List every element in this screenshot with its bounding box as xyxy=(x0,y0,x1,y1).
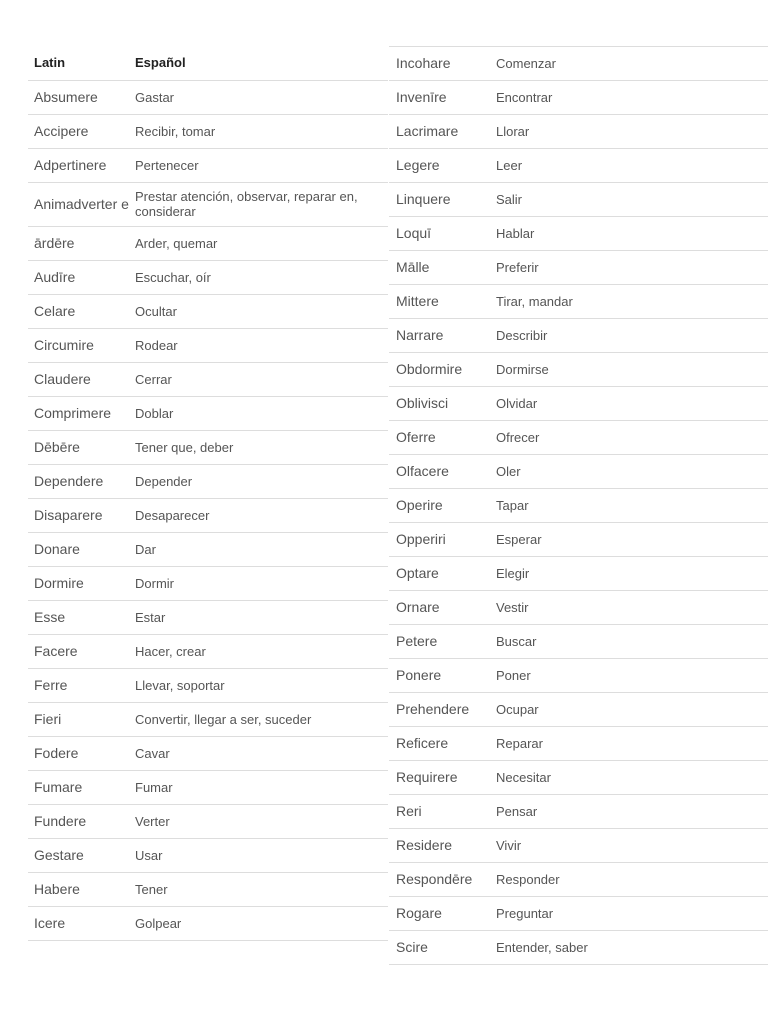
latin-word-cell: Claudere xyxy=(28,362,135,396)
latin-word-cell: Accipere xyxy=(28,114,135,148)
spanish-translation-cell: Describir xyxy=(496,319,768,353)
latin-word-cell: Oblivisci xyxy=(389,387,496,421)
spanish-translation-cell: Convertir, llegar a ser, suceder xyxy=(135,702,388,736)
spanish-translation-cell: Golpear xyxy=(135,906,388,940)
table-row xyxy=(389,387,768,421)
spanish-translation-cell: Dormirse xyxy=(496,353,768,387)
latin-word-cell: Adpertinere xyxy=(28,148,135,182)
table-row xyxy=(389,863,768,897)
spanish-translation-cell: Tapar xyxy=(496,489,768,523)
column-header-espanol: Español xyxy=(135,46,388,80)
spanish-translation-cell: Preferir xyxy=(496,251,768,285)
spanish-translation-cell: Tener que, deber xyxy=(135,430,388,464)
vocab-table-left-body xyxy=(28,80,388,940)
latin-word-cell: Audīre xyxy=(28,260,135,294)
table-row xyxy=(28,260,388,294)
spanish-translation-cell: Elegir xyxy=(496,557,768,591)
table-row xyxy=(389,727,768,761)
latin-word-cell: Disaparere xyxy=(28,498,135,532)
table-row xyxy=(389,659,768,693)
latin-word-cell: ārdēre xyxy=(28,226,135,260)
latin-word-cell: Incohare xyxy=(389,47,496,81)
table-row xyxy=(389,557,768,591)
spanish-translation-cell: Poner xyxy=(496,659,768,693)
latin-word-cell: Dēbēre xyxy=(28,430,135,464)
latin-word-cell: Mittere xyxy=(389,285,496,319)
spanish-translation-cell: Escuchar, oír xyxy=(135,260,388,294)
spanish-translation-cell: Verter xyxy=(135,804,388,838)
table-row xyxy=(389,693,768,727)
spanish-translation-cell: Ofrecer xyxy=(496,421,768,455)
spanish-translation-cell: Buscar xyxy=(496,625,768,659)
spanish-translation-cell: Doblar xyxy=(135,396,388,430)
table-row xyxy=(28,430,388,464)
latin-word-cell: Donare xyxy=(28,532,135,566)
latin-word-cell: Residere xyxy=(389,829,496,863)
latin-word-cell: Prehendere xyxy=(389,693,496,727)
latin-word-cell: Gestare xyxy=(28,838,135,872)
latin-word-cell: Animadverter e xyxy=(28,182,135,226)
spanish-translation-cell: Comenzar xyxy=(496,47,768,81)
vocab-table-left xyxy=(28,46,388,941)
table-row xyxy=(28,668,388,702)
latin-word-cell: Celare xyxy=(28,294,135,328)
vocab-table-right xyxy=(389,46,768,965)
table-row xyxy=(389,625,768,659)
table-row xyxy=(28,362,388,396)
table-row xyxy=(389,149,768,183)
latin-word-cell: Dormire xyxy=(28,566,135,600)
table-row xyxy=(389,591,768,625)
spanish-translation-cell: Dormir xyxy=(135,566,388,600)
spanish-translation-cell: Reparar xyxy=(496,727,768,761)
spanish-translation-cell: Necesitar xyxy=(496,761,768,795)
latin-word-cell: Legere xyxy=(389,149,496,183)
latin-word-cell: Ponere xyxy=(389,659,496,693)
latin-word-cell: Fundere xyxy=(28,804,135,838)
table-row xyxy=(389,523,768,557)
table-row xyxy=(389,421,768,455)
spanish-translation-cell: Vivir xyxy=(496,829,768,863)
table-row xyxy=(28,770,388,804)
table-row xyxy=(28,804,388,838)
spanish-translation-cell: Vestir xyxy=(496,591,768,625)
table-row xyxy=(28,566,388,600)
latin-word-cell: Lacrimare xyxy=(389,115,496,149)
spanish-translation-cell: Olvidar xyxy=(496,387,768,421)
latin-word-cell: Petere xyxy=(389,625,496,659)
table-row xyxy=(28,148,388,182)
spanish-translation-cell: Leer xyxy=(496,149,768,183)
table-row xyxy=(389,455,768,489)
table-row xyxy=(389,183,768,217)
table-row xyxy=(28,498,388,532)
latin-word-cell: Ornare xyxy=(389,591,496,625)
latin-word-cell: Rogare xyxy=(389,897,496,931)
table-row xyxy=(389,353,768,387)
latin-word-cell: Fodere xyxy=(28,736,135,770)
latin-word-cell: Invenīre xyxy=(389,81,496,115)
spanish-translation-cell: Prestar atención, observar, reparar en, considerar xyxy=(135,182,388,226)
spanish-translation-cell: Pensar xyxy=(496,795,768,829)
latin-word-cell: Narrare xyxy=(389,319,496,353)
latin-word-cell: Optare xyxy=(389,557,496,591)
latin-word-cell: Habere xyxy=(28,872,135,906)
table-row xyxy=(389,931,768,965)
table-row xyxy=(28,532,388,566)
spanish-translation-cell: Tirar, mandar xyxy=(496,285,768,319)
table-row xyxy=(28,872,388,906)
latin-word-cell: Dependere xyxy=(28,464,135,498)
latin-word-cell: Obdormire xyxy=(389,353,496,387)
spanish-translation-cell: Hablar xyxy=(496,217,768,251)
latin-word-cell: Esse xyxy=(28,600,135,634)
latin-word-cell: Respondēre xyxy=(389,863,496,897)
table-row xyxy=(389,115,768,149)
latin-word-cell: Fumare xyxy=(28,770,135,804)
spanish-translation-cell: Cavar xyxy=(135,736,388,770)
latin-word-cell: Olfacere xyxy=(389,455,496,489)
spanish-translation-cell: Tener xyxy=(135,872,388,906)
vocab-table-right-body xyxy=(389,47,768,965)
latin-word-cell: Ferre xyxy=(28,668,135,702)
latin-word-cell: Scire xyxy=(389,931,496,965)
spanish-translation-cell: Encontrar xyxy=(496,81,768,115)
table-row xyxy=(28,80,388,114)
spanish-translation-cell: Preguntar xyxy=(496,897,768,931)
latin-word-cell: Requirere xyxy=(389,761,496,795)
spanish-translation-cell: Rodear xyxy=(135,328,388,362)
latin-word-cell: Reri xyxy=(389,795,496,829)
latin-word-cell: Reficere xyxy=(389,727,496,761)
spanish-translation-cell: Ocupar xyxy=(496,693,768,727)
table-row xyxy=(389,795,768,829)
spanish-translation-cell: Arder, quemar xyxy=(135,226,388,260)
latin-word-cell: Mālle xyxy=(389,251,496,285)
latin-word-cell: Opperiri xyxy=(389,523,496,557)
spanish-translation-cell: Depender xyxy=(135,464,388,498)
latin-word-cell: Icere xyxy=(28,906,135,940)
spanish-translation-cell: Gastar xyxy=(135,80,388,114)
table-row xyxy=(389,251,768,285)
column-header-latin: Latin xyxy=(28,46,135,80)
table-row xyxy=(28,838,388,872)
spanish-translation-cell: Salir xyxy=(496,183,768,217)
table-row xyxy=(28,114,388,148)
table-row xyxy=(28,226,388,260)
table-row xyxy=(28,702,388,736)
latin-word-cell: Fieri xyxy=(28,702,135,736)
spanish-translation-cell: Oler xyxy=(496,455,768,489)
spanish-translation-cell: Fumar xyxy=(135,770,388,804)
latin-word-cell: Operire xyxy=(389,489,496,523)
table-row xyxy=(28,328,388,362)
spanish-translation-cell: Dar xyxy=(135,532,388,566)
spanish-translation-cell: Llorar xyxy=(496,115,768,149)
spanish-translation-cell: Hacer, crear xyxy=(135,634,388,668)
latin-word-cell: Facere xyxy=(28,634,135,668)
table-row xyxy=(389,81,768,115)
spanish-translation-cell: Usar xyxy=(135,838,388,872)
table-row xyxy=(28,396,388,430)
spanish-translation-cell: Llevar, soportar xyxy=(135,668,388,702)
spanish-translation-cell: Responder xyxy=(496,863,768,897)
spanish-translation-cell: Estar xyxy=(135,600,388,634)
table-header-row xyxy=(28,46,388,80)
latin-word-cell: Absumere xyxy=(28,80,135,114)
latin-word-cell: Linquere xyxy=(389,183,496,217)
table-row xyxy=(28,634,388,668)
table-row xyxy=(389,489,768,523)
table-row xyxy=(389,319,768,353)
table-row xyxy=(389,761,768,795)
spanish-translation-cell: Pertenecer xyxy=(135,148,388,182)
spanish-translation-cell: Esperar xyxy=(496,523,768,557)
spanish-translation-cell: Ocultar xyxy=(135,294,388,328)
table-row xyxy=(389,285,768,319)
table-row xyxy=(389,897,768,931)
table-row xyxy=(28,294,388,328)
latin-word-cell: Comprimere xyxy=(28,396,135,430)
table-row xyxy=(389,217,768,251)
spanish-translation-cell: Desaparecer xyxy=(135,498,388,532)
table-row xyxy=(28,182,388,226)
latin-word-cell: Loquī xyxy=(389,217,496,251)
spanish-translation-cell: Recibir, tomar xyxy=(135,114,388,148)
table-row xyxy=(389,829,768,863)
table-row xyxy=(28,600,388,634)
table-row xyxy=(28,906,388,940)
table-row xyxy=(28,464,388,498)
table-row xyxy=(389,47,768,81)
table-row xyxy=(28,736,388,770)
latin-word-cell: Circumire xyxy=(28,328,135,362)
latin-word-cell: Oferre xyxy=(389,421,496,455)
spanish-translation-cell: Cerrar xyxy=(135,362,388,396)
spanish-translation-cell: Entender, saber xyxy=(496,931,768,965)
